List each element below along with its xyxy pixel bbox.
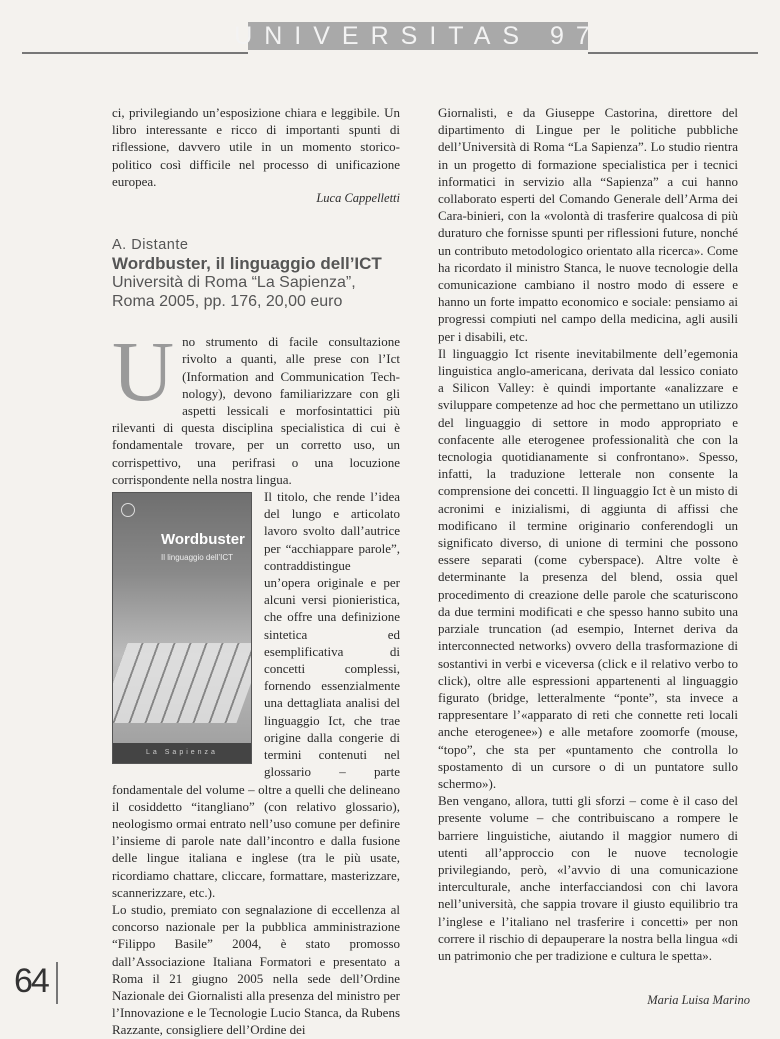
book-cover-image <box>112 492 252 764</box>
top-rule-left <box>22 52 248 54</box>
journal-title: UNIVERSITAS 97 <box>234 21 602 50</box>
page-number: 64 <box>14 962 48 1000</box>
book-heading <box>112 237 400 311</box>
cover-subtitle: Il linguaggio dell’ICT <box>161 553 234 563</box>
book-author: A. Distante <box>112 237 189 254</box>
right-paragraph-3: Ben vengano, allora, tutti gli sforzi – come è il caso del presente volume – che contribuiscano a rompere le barriere linguistiche, aiutando il maggior numero di utenti all’approccio con le nuove tecnologie privilegiando, però, «l’avvio di una comunicazione interculturale, anche interfacciandosi con chi lavora nell’università, che sappia trovare il giusto equilibrio tra l’inglese e l’italiano nel trasferire i concetti» per non correre il rischio di depauperare la nostra bella lingua «di un patrimonio che per tradizione e cultura le spetta». <box>438 793 738 963</box>
right-paragraph-1: Giornalisti, e da Giuseppe Castorina, direttore del dipartimento di Lingue per le politiche pubbliche dell’Università di Roma “La Sapienza”. Lo studio rientra in un progetto di formazione specialistica per i tecnici informatici in servizio alla “Sapienza” a cui hanno collaborato esperti del Comando Generale dell’Arma dei Cara-binieri, con la «volontà di trasferire qualcosa di più duraturo che fornisse spunti per riflessioni future, nonché un contributo metodologico orientato alla ricerca». Come ha ricordato il ministro Stanca, le nuove tecnologie della comunicazione cambiano il nostro modo di essere e hanno un forte impatto economico e sociale: pensiamo ai progressi compiuti nel campo della medicina, agli ausili per i disabili, etc. <box>438 105 738 344</box>
top-rule-right <box>588 52 758 54</box>
review-signature: Luca Cappelletti <box>316 191 400 206</box>
review-body <box>112 323 400 1038</box>
page-number-bar <box>56 962 58 1004</box>
left-paragraph-3: Lo studio, premiato con segnalazione di eccellenza al concorso nazionale per la pubblica amministrazione “Filippo Basile” 2004, è stato promosso dall’Associazione Italiana Formatori e presentato a Roma il 21 giugno 2005 nella sede dell’Ordine Nazionale dei Giornalisti alla presenza del ministro per l’Innovazione e le Tecnologie Lucio Stanca, da Rubens Razzante, consigliere dell’Ordine dei <box>112 901 400 1038</box>
left-paragraph-2: Il titolo, che rende l’idea del lungo e articolato lavoro svolto dall’autrice per “acchiappare parole”, contraddistingue un’opera originale e per alcuni versi pionieristica, che offre una definizione sintetica ed esemplificativa di concetti complessi, fornendo essenzialmente una dettagliata analisi del linguaggio Ict, che trae origine dalla congerie di termini contenuti nel glossario – parte fondamentale del volume – oltre a quelli che delineano il cosiddetto “itangliano” (con relativo glossario), neologismo ormai entrato nell’uso comune per definire l’insieme di parole nate dall’incontro e dalla fusione delle lingue italiana e inglese (tra le più usate, ricordiamo chattare, cliccare, formattare, masterizzare, scannerizzare, etc.). <box>112 489 400 900</box>
header-band <box>234 21 602 50</box>
cover-title: Wordbuster <box>161 531 245 549</box>
article-signature: Maria Luisa Marino <box>647 993 750 1007</box>
intro-text: no strumento di facile consultazione rivolto a quanti, alle prese con l’Ict (Information and Communication Tech-nology), devono familiarizzare con gli aspetti lessicali e morfosintattici più rilevanti di questa disciplina specialistica di cui è fondamentale trovare, per un corretto uso, un corrispettivo, una perifrasi o una locuzione corrispondente nella nostra lingua. <box>112 334 400 487</box>
right-column <box>438 104 738 964</box>
book-title: Wordbuster, il linguaggio dell’ICT <box>112 254 382 274</box>
left-top-paragraph: ci, privilegiando un’esposizione chiara e leggibile. Un libro interessante e ricco di importanti spunti di riflessione, davvero utile in un momento storico-politico così difficile nel processo di unificazione europea. <box>112 105 400 189</box>
book-publisher: Università di Roma “La Sapienza”, <box>112 274 356 292</box>
cover-footer: La Sapienza <box>113 743 251 763</box>
drop-cap: U <box>112 323 175 420</box>
right-paragraph-2: Il linguaggio Ict risente inevitabilmente dell’egemonia linguistica anglo-americana, derivata dal lessico coniato a Silicon Valley: è quindi importante «analizzare e sviluppare competenze ad hoc che permettano un utilizzo del linguaggio di settore in modo appropriato e confacente alle eterogenee professionalità che con la tecnologia quotidianamente si confrontano». Spesso, infatti, la traduzione letterale non consente la comprensione dei concetti. Il linguaggio Ict è un misto di acronimi e inizialismi, di aggiunta di affissi che modificano il termine originario conferendogli un significato diverso, di unione di termini che possono essere separati (come cyberspace). Altre volte è determinante la presenza del blend, ossia quel procedimento di creazione delle parole che scaturiscono da due termini modificati e che spesso hanno subito una parziale truncation (ad esempio, Internet deriva da interconnected networks) ovvero della trasformazione di sostantivi in verbi e viceversa (click e il relativo verbo to click), oltre alle espressioni appartenenti al linguaggio figurato (bridge, letteralmente “ponte”, sta invece a rappresentare l’«apparato di reti che connette reti locali anche eterogenee») e alle metafore zoomorfe (mouse, “topo”, che sta per «puntamento che controlla lo spostamento di un cursore o di un puntatore sullo schermo»). <box>438 345 738 791</box>
cover-logo-icon <box>121 503 135 517</box>
book-details: Roma 2005, pp. 176, 20,00 euro <box>112 293 343 311</box>
cover-keyboard-graphic <box>112 643 252 723</box>
left-column <box>112 104 400 1039</box>
